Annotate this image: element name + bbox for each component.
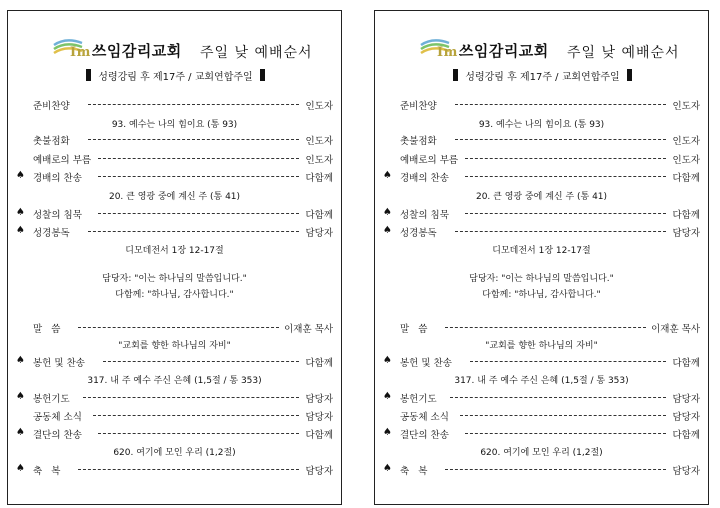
order-row-offering-prayer [375,391,708,405]
dotted-leader [465,176,666,177]
spade-icon: ♠ [16,427,25,438]
subtitle-block-right [260,69,265,81]
order-row-benediction [8,463,341,477]
spade-icon: ♠ [16,463,25,474]
order-leader: 다함께 [303,355,333,369]
dotted-leader [455,104,666,105]
order-row-news [8,409,341,423]
spade-icon: ♠ [383,355,392,366]
hymn-line: 93. 예수는 나의 힘이요 (통 93) [478,120,605,130]
dotted-leader [445,327,646,328]
scripture-ref: 디모데전서 1장 12-17절 [492,246,591,256]
order-leader: 인도자 [303,152,333,166]
order-label: 예배로의 부름 [400,152,460,166]
hymn-line: 620. 여기에 모인 우리 (1,2절) [113,448,236,458]
response-line: 다함께: "하나님, 감사합니다." [482,290,601,300]
bulletin-header [8,35,341,65]
order-row-sermon [375,321,708,335]
order-label: 예배로의 부름 [33,152,93,166]
logo-name: 쓰임감리교회 [458,42,549,60]
order-leader: 담당자 [670,391,700,405]
order-label: 말 씀 [33,321,62,335]
order-row-silence [375,207,708,221]
order-label: 봉헌기도 [33,391,72,405]
hymn-line: 93. 예수는 나의 힘이요 (통 93) [111,120,238,130]
sermon-title: "교회를 향한 하나님의 자비" [118,341,231,351]
order-leader: 담당자 [303,391,333,405]
order-label: 촛불점화 [33,133,72,147]
response-line: 담당자: "이는 하나님의 말씀입니다." [469,274,614,284]
subtitle-block-left [453,69,458,81]
service-title: 주일 낮 예배순서 [200,45,313,61]
dotted-leader [88,139,299,140]
order-leader: 인도자 [670,152,700,166]
order-row-silence [8,207,341,221]
spade-icon: ♠ [16,355,25,366]
hymn-line: 20. 큰 영광 중에 계신 주 (통 41) [475,192,608,202]
order-label: 봉헌 및 찬송 [33,355,87,369]
subtitle-block-left [86,69,91,81]
dotted-leader [465,433,666,434]
order-row-invocation [8,133,341,147]
church-logo [419,35,549,65]
order-leader: 다함께 [303,170,333,184]
order-leader: 이재훈 목사 [282,321,333,335]
bulletin-page-left [7,10,342,505]
bulletin-header [375,35,708,65]
order-leader: 다함께 [670,207,700,221]
dotted-leader [93,415,299,416]
order-label: 성경봉독 [33,225,72,239]
order-leader: 다함께 [670,427,700,441]
order-leader: 담당자 [670,463,700,477]
order-row-decision [375,427,708,441]
dotted-leader [88,231,299,232]
subtitle-bar [415,67,670,83]
dotted-leader [455,231,666,232]
dotted-leader [88,104,299,105]
order-leader: 인도자 [670,133,700,147]
order-label: 말 씀 [400,321,429,335]
dotted-leader [98,433,299,434]
order-row-offering [8,355,341,369]
spade-icon: ♠ [383,207,392,218]
church-name [70,40,182,61]
order-label: 봉헌기도 [400,391,439,405]
order-row-reading [375,225,708,239]
order-label: 촛불점화 [400,133,439,147]
spade-icon: ♠ [383,391,392,402]
order-row-prelude [375,98,708,112]
order-row-praise [8,170,341,184]
logo-prefix: Im [437,45,458,60]
hymn-line: 317. 내 주 예수 주신 은혜 (1,5절 / 통 353) [87,376,262,386]
subtitle: 성령강림 후 제17주 / 교회연합주일 [465,71,620,83]
order-label: 성찰의 침묵 [400,207,451,221]
dotted-leader [460,415,666,416]
dotted-leader [83,397,299,398]
order-leader: 다함께 [303,207,333,221]
scripture-ref: 디모데전서 1장 12-17절 [125,246,224,256]
order-row-benediction [375,463,708,477]
subtitle: 성령강림 후 제17주 / 교회연합주일 [98,71,253,83]
dotted-leader [78,327,279,328]
order-row-call [375,152,708,166]
subtitle-bar [48,67,303,83]
order-leader: 인도자 [303,98,333,112]
order-leader: 담당자 [670,409,700,423]
response-line: 다함께: "하나님, 감사합니다." [115,290,234,300]
spade-icon: ♠ [383,225,392,236]
order-label: 결단의 찬송 [400,427,451,441]
order-leader: 담당자 [670,225,700,239]
subtitle-block-right [627,69,632,81]
dotted-leader [78,469,299,470]
order-row-offering [375,355,708,369]
dotted-leader [455,139,666,140]
order-leader: 담당자 [303,225,333,239]
order-label: 성경봉독 [400,225,439,239]
bulletin-page-right [374,10,709,505]
order-row-reading [8,225,341,239]
order-leader: 다함께 [670,170,700,184]
dotted-leader [470,361,666,362]
response-line: 담당자: "이는 하나님의 말씀입니다." [102,274,247,284]
order-leader: 인도자 [670,98,700,112]
order-row-news [375,409,708,423]
order-label: 경배의 찬송 [33,170,84,184]
order-row-call [8,152,341,166]
order-row-sermon [8,321,341,335]
hymn-line: 620. 여기에 모인 우리 (1,2절) [480,448,603,458]
church-name [437,40,549,61]
hymn-line: 20. 큰 영광 중에 계신 주 (통 41) [108,192,241,202]
order-row-offering-prayer [8,391,341,405]
church-logo [52,35,182,65]
dotted-leader [98,213,299,214]
order-row-invocation [375,133,708,147]
order-label: 결단의 찬송 [33,427,84,441]
spade-icon: ♠ [383,427,392,438]
order-label: 축 복 [33,463,62,477]
logo-prefix: Im [70,45,91,60]
sermon-title: "교회를 향한 하나님의 자비" [485,341,598,351]
order-label: 봉헌 및 찬송 [400,355,454,369]
spade-icon: ♠ [16,170,25,181]
spade-icon: ♠ [383,170,392,181]
order-leader: 이재훈 목사 [649,321,700,335]
dotted-leader [465,158,666,159]
order-row-praise [375,170,708,184]
order-leader: 다함께 [670,355,700,369]
order-label: 경배의 찬송 [400,170,451,184]
order-row-prelude [8,98,341,112]
dotted-leader [103,361,299,362]
service-title: 주일 낮 예배순서 [567,45,680,61]
logo-name: 쓰임감리교회 [91,42,182,60]
order-leader: 담당자 [303,409,333,423]
spade-icon: ♠ [16,225,25,236]
order-label: 준비찬양 [33,98,72,112]
spade-icon: ♠ [16,207,25,218]
dotted-leader [450,397,666,398]
hymn-line: 317. 내 주 예수 주신 은혜 (1,5절 / 통 353) [454,376,629,386]
dotted-leader [98,176,299,177]
dotted-leader [98,158,299,159]
order-leader: 다함께 [303,427,333,441]
order-label: 성찰의 침묵 [33,207,84,221]
order-label: 준비찬양 [400,98,439,112]
order-label: 공동체 소식 [33,409,84,423]
spade-icon: ♠ [383,463,392,474]
order-label: 공동체 소식 [400,409,451,423]
order-row-decision [8,427,341,441]
spade-icon: ♠ [16,391,25,402]
order-leader: 인도자 [303,133,333,147]
order-leader: 담당자 [303,463,333,477]
order-label: 축 복 [400,463,429,477]
dotted-leader [445,469,666,470]
dotted-leader [465,213,666,214]
